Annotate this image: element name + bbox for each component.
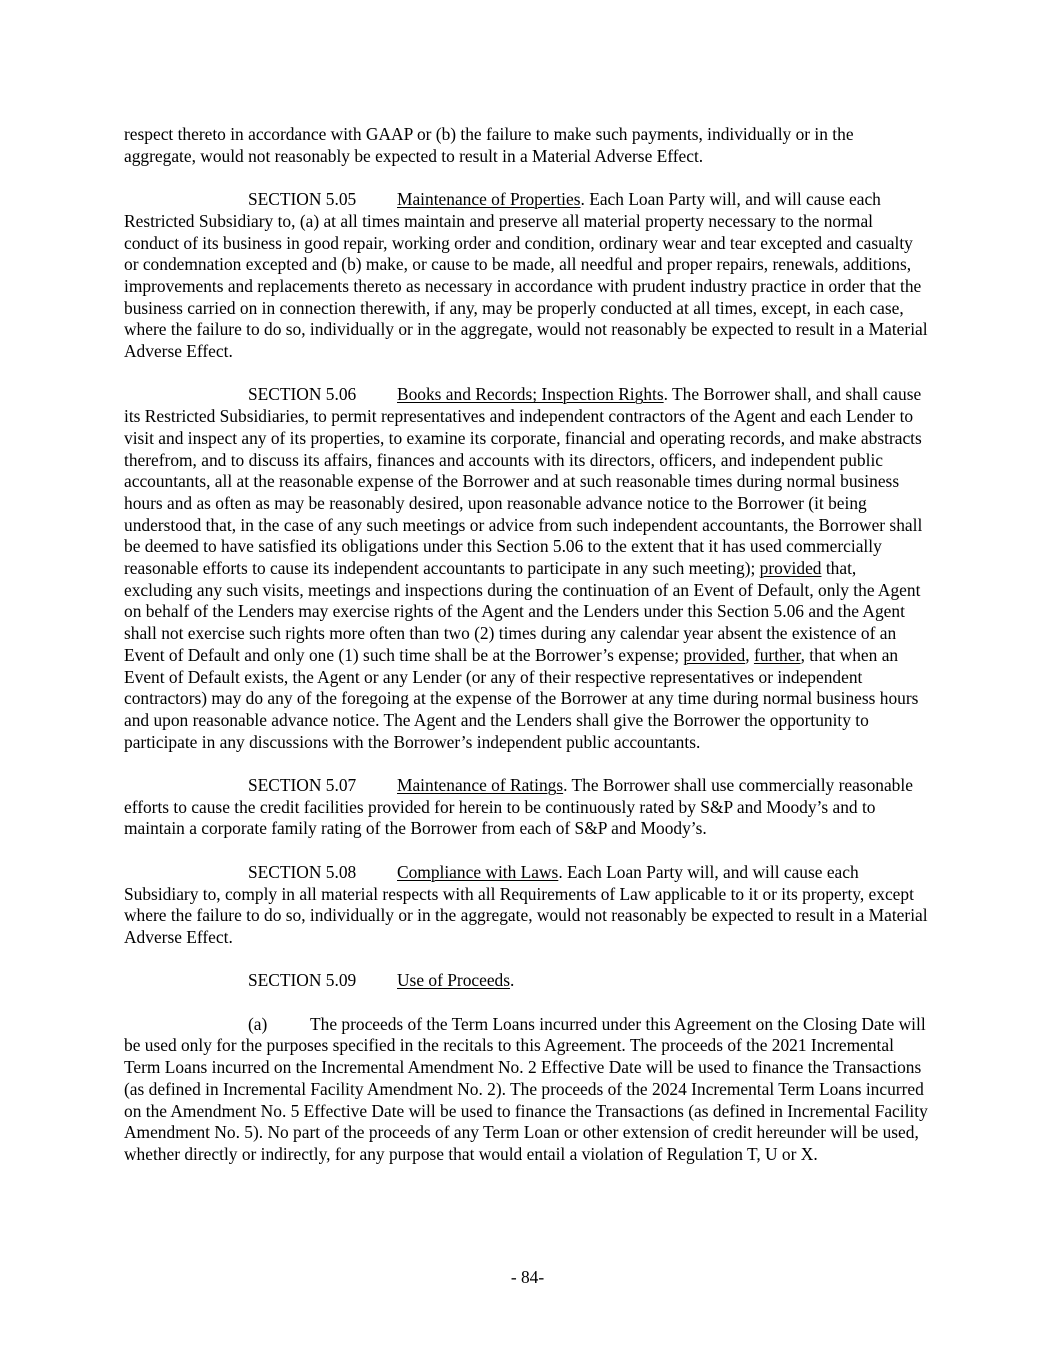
section-number: SECTION 5.08 bbox=[248, 861, 357, 882]
section-body-part-2: that, excluding any such visits, meetings and inspections during the continuation of an Event of Default, only the Agent on behalf of the Lenders may exercise rights of the Agent and the Lenders under this Section 5.06 and the Agent shall not exercise such rights more often than two (2) times during any calendar year absent the existence of an Event of Default and only one (1) such time shall be at the Borrower’s expense; bbox=[124, 558, 921, 665]
section-body: . Each Loan Party will, and will cause each Subsidiary to, comply in all material respects with all Requirements of Law applicable to it or its property, except where the failure to do so, individually or in the aggregate, would not reasonably be expected to result in a Material Adverse Effect. bbox=[124, 861, 928, 947]
section-5-05-paragraph bbox=[124, 189, 929, 363]
section-number: SECTION 5.07 bbox=[248, 775, 357, 796]
section-body: . Each Loan Party will, and will cause each Restricted Subsidiary to, (a) at all times maintain and preserve all material property necessary to the normal conduct of its business in good repair, working order and condition, ordinary wear and tear excepted and casualty or condemnation excepted and (b) make, or cause to be made, all needful and proper repairs, renewals, additions, improvements and replacements thereto as necessary in accordance with prudent industry practice in order that the business carried on in connection therewith, if any, may be properly conducted at all times, except, in each case, where the failure to do so, individually or in the aggregate, would not reasonably be expected to result in a Material Adverse Effect. bbox=[124, 189, 928, 362]
page-number: - 84- bbox=[510, 1267, 545, 1287]
section-body: . The Borrower shall use commercially reasonable efforts to cause the credit facilities provided for herein to be continuously rated by S&P and Moody’s and to maintain a corporate family rating of the Borrower from each of S&P and Moody’s. bbox=[124, 775, 913, 839]
document-page bbox=[124, 124, 929, 1187]
section-5-08-paragraph bbox=[124, 862, 929, 949]
clause-a-paragraph bbox=[124, 1014, 929, 1166]
section-number: SECTION 5.09 bbox=[248, 970, 357, 991]
section-heading: Books and Records; Inspection Rights bbox=[397, 384, 664, 405]
section-body: . bbox=[510, 970, 515, 991]
provided-term: provided bbox=[759, 558, 822, 579]
section-number: SECTION 5.05 bbox=[248, 189, 357, 210]
section-body-part-3: , that when an Event of Default exists, the Agent or any Lender (or any of their respective representatives or independent contractors) may do any of the foregoing at the expense of the Borrower at any time during normal business hours and upon reasonable advance notice. The Agent and the Lenders shall give the Borrower the opportunity to participate in any discussions with the Borrower’s independent public accountants. bbox=[124, 644, 919, 752]
further-term: further bbox=[753, 644, 801, 665]
clause-text: The proceeds of the Term Loans incurred under this Agreement on the Closing Date will be used only for the purposes specified in the recitals to this Agreement. The proceeds of the 2021 Incremental Term Loans incurred on the Incremental Amendment No. 2 Effective Date will be used to finance the Transactions (as defined in Incremental Facility Amendment No. 2). The proceeds of the 2024 Incremental Term Loans incurred on the Amendment No. 5 Effective Date will be used to finance the Transactions (as defined in Incremental Facility Amendment No. 5). No part of the proceeds of any Term Loan or other extension of credit hereunder will be used, whether directly or indirectly, for any purpose that would entail a violation of Regulation T, U or X. bbox=[124, 1013, 928, 1164]
section-5-07-paragraph bbox=[124, 775, 929, 840]
section-number: SECTION 5.06 bbox=[248, 384, 357, 405]
section-heading: Compliance with Laws bbox=[397, 861, 559, 882]
continuation-text: respect thereto in accordance with GAAP or (b) the failure to make such payments, individually or in the aggregate, would not reasonably be expected to result in a Material Adverse Effect. bbox=[124, 124, 854, 166]
section-5-09-paragraph bbox=[124, 970, 929, 992]
section-heading: Use of Proceeds bbox=[397, 970, 511, 991]
section-body-part-1: . The Borrower shall, and shall cause its Restricted Subsidiaries, to permit representatives and independent contractors of the Agent and each Lender to visit and inspect any of its properties, to examine its corporate, financial and operating records, and make abstracts therefrom, and to discuss its affairs, finances and accounts with its directors, officers, and independent public accountants, all at the reasonable expense of the Borrower and at such reasonable times during normal business hours and as often as may be reasonably desired, upon reasonable advance notice to the Borrower (it being understood that, in the case of any such meetings or advice from such independent accountants, the Borrower shall be deemed to have satisfied its obligations under this Section 5.06 to the extent that it has used commercially reasonable efforts to cause its independent accountants to participate in any such meeting); bbox=[124, 384, 923, 579]
continuation-paragraph bbox=[124, 124, 929, 167]
provided-term: provided bbox=[683, 644, 746, 665]
section-heading: Maintenance of Ratings bbox=[397, 775, 564, 796]
section-heading: Maintenance of Properties bbox=[397, 189, 581, 210]
term-separator: , bbox=[745, 644, 754, 665]
section-5-06-paragraph bbox=[124, 384, 929, 753]
clause-label: (a) bbox=[248, 1013, 268, 1034]
